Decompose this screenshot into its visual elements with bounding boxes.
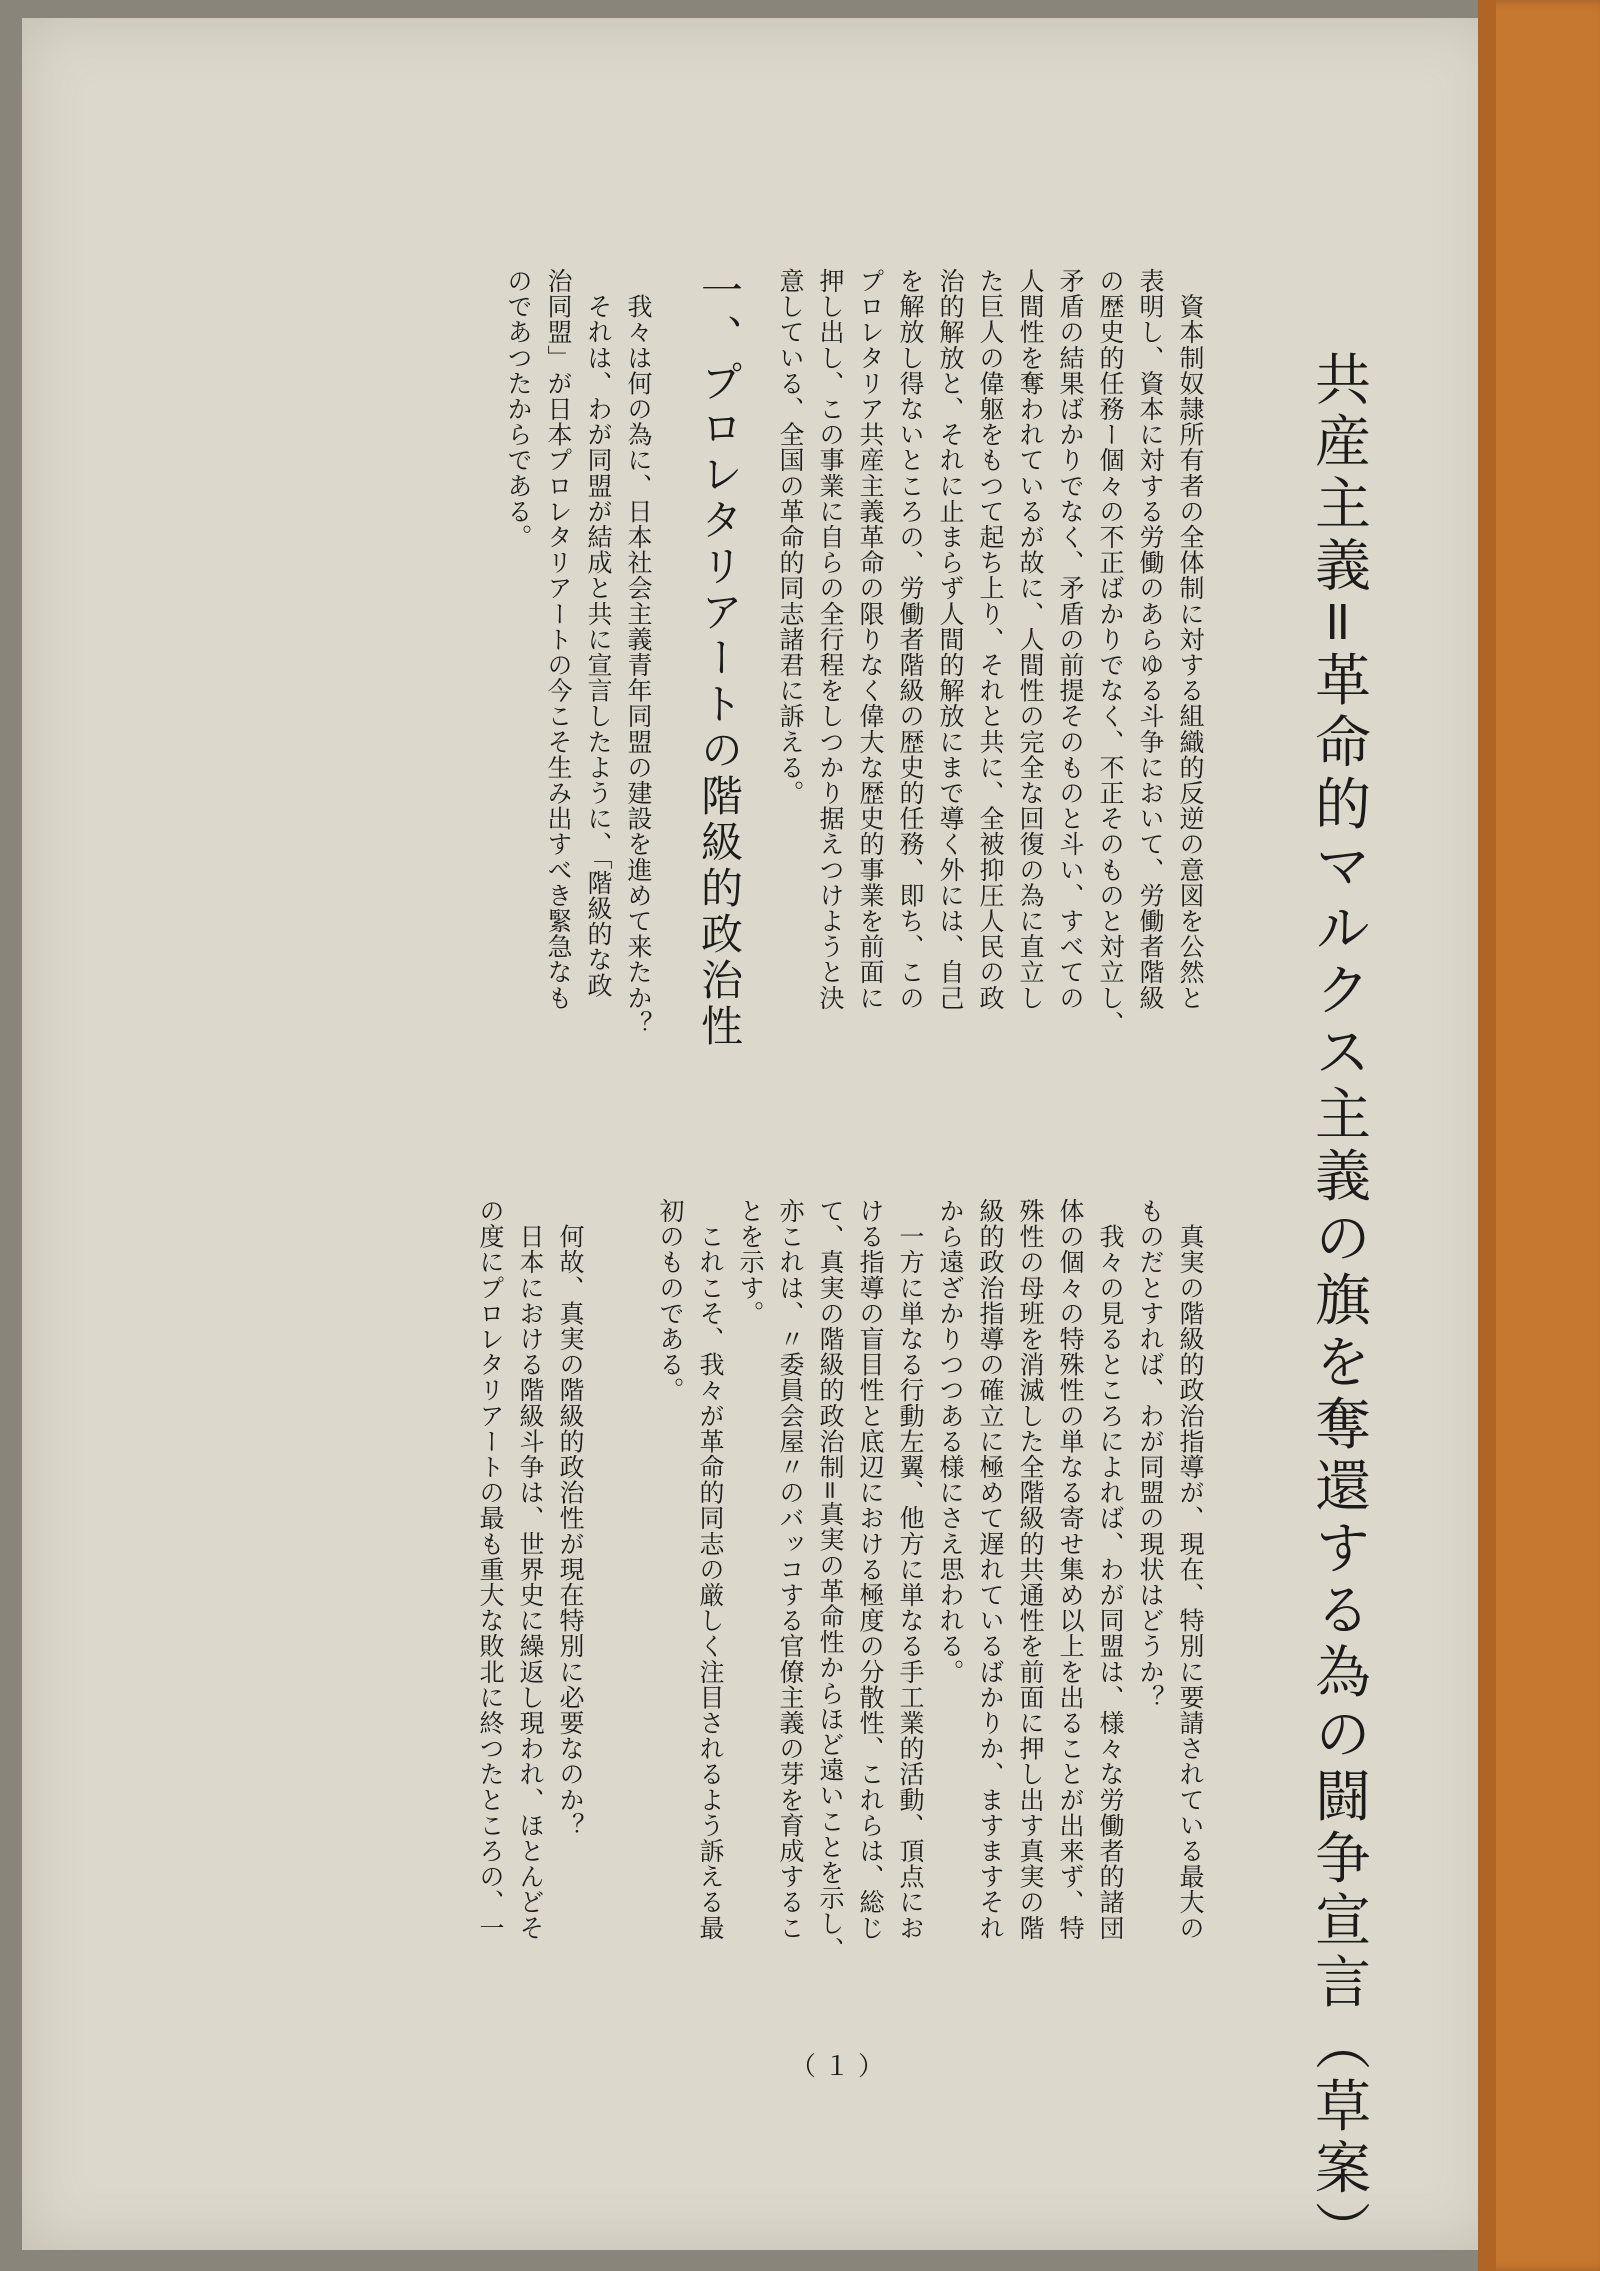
section-heading: 一、プロレタリアートの階級的政治性 <box>695 268 744 1050</box>
orange-binding-cover <box>1478 0 1600 2271</box>
binding-edge <box>1478 0 1496 2271</box>
page-number: （１） <box>790 2052 893 2082</box>
intro-paragraph: 資本制奴隷所有者の全体制に対する組織的反逆の意図を公然と 表明し、資本に対する労働のあらゆる斗争において、労働者階級 の歴史的任務ー個々の不正ばかりでなく、不正そのものと対立し、 矛盾の結果ばかりでなく、矛盾の前提そのものと斗い、すべての 人間性を奪われているが故に、人間性の完全な回復の為に直立し た巨人の偉躯をもつて起ち上り、それと共に、全被抑圧人民の政 治的解放と、それに止まらず人間的解放にまで導く外には、自己 を解放し得ないところの、労働者階級の歴史的任務、即ち、この プロレタリア共産主義革命の限りなく偉大な歴史的事業を前面に 押し出し、この事業に自らの全行程をしつかり据えつけようと決 意している、全国の革命的同志諸君に訴える。 <box>776 268 1205 1036</box>
document-title: 共産主義=革命的マルクス主義の旗を奪還する為の闘争宣言（草案） <box>1306 350 1371 2263</box>
lower-right-paragraph: 真実の階級的政治指導が、現在、特別に要請されている最大の ものだとすれば、わが同盟の現状はどうか？ 我々の見るところによれば、わが同盟は、様々な労働者的諸団 体の個々の特殊性の単なる寄せ集め以上を出ることが出来ず、特 殊性の母班を消滅した全階級的共通性を前面に押し出す真実の階 級的政治指導の確立に極めて遅れているばかりか、ますますそれ から遠ざかりつつある様にさえ思われる。 一方に単なる行動左翼、他方に単なる手工業的活動、頂点にお ける指導の盲目性と底辺における極度の分散性、これらは、総じ て、真実の階級的政治制=真実の革命性からほど遠いことを示し、 亦これは、〃委員会屋〃のバッコする官僚主義の芽を育成するこ とを示す。 これこそ、我々が革命的同志の厳しく注目されるよう訴える最 初のものである。 <box>656 1198 1205 1962</box>
section-intro-paragraph: 我々は何の為に、日本社会主義青年同盟の建設を進めて来たか？ それは、わが同盟が結成と共に宣言したように、「階級的な政 治同盟」が日本プロレタリアートの今こそ生み出すべき緊急なも のであつたからである。 <box>504 268 653 1036</box>
lower-left-paragraph: 何故、真実の階級的政治性が現在特別に必要なのか？ 日本における階級斗争は、世界史に繰返し現われ、ほとんどそ の度にプロレタリアートの最も重大な敗北に終つたところの、一 <box>476 1198 585 1941</box>
